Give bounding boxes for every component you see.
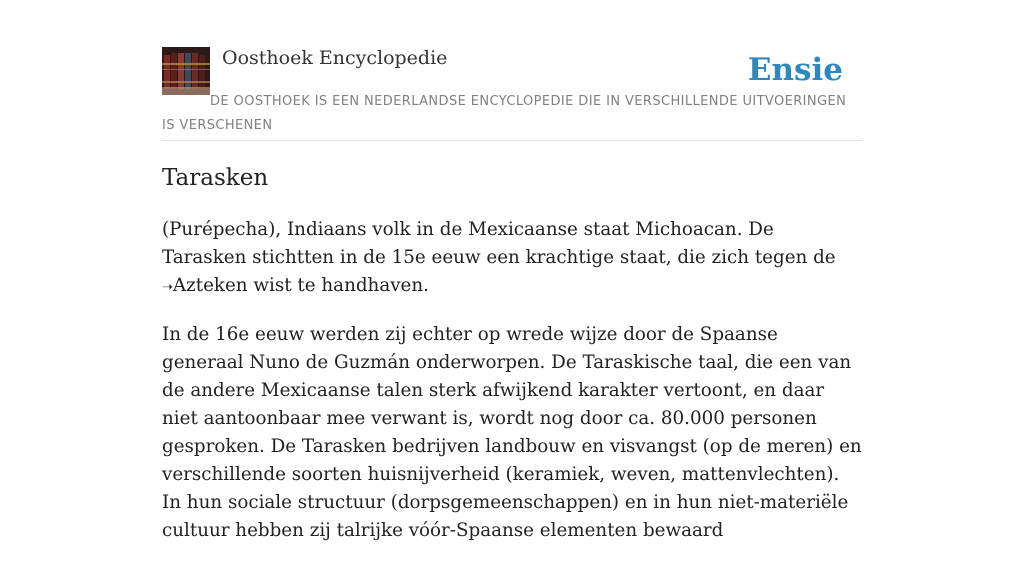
page-container	[162, 0, 862, 541]
article-paragraph: In de 16e eeuw werden zij echter op wrede wijze door de Spaanse generaal Nuno de Guzmán onderworpen. De Taraskische taal, die een van de andere Mexicaanse talen sterk afwijkend karakter vertoont, en daar niet aantoonbaar mee verwant is, wordt nog door ca. 80.000 personen gesproken. De Tarasken bedrijven landbouw en visvangst (op de meren) en verschillende soorten huisnijverheid (keramiek, weven, mattenvlechten). In hun sociale structuur (dorpsgemeenschappen) en in hun niet-materiële cultuur hebben zij talrijke vóór-Spaanse elementen bewaard	[162, 324, 862, 541]
article-title: Tarasken	[162, 165, 269, 191]
brand-logo[interactable]: Ensie	[747, 52, 843, 88]
paragraph-text: (Purépecha), Indiaans volk in de Mexicaanse staat Michoacan. De Tarasken stichtten in de 15e eeuw een krachtige staat, die zich tegen de	[162, 219, 836, 268]
article-body	[162, 216, 862, 564]
azteken-link[interactable]: Azteken	[172, 275, 248, 296]
source-tagline: DE OOSTHOEK IS EEN NEDERLANDSE ENCYCLOPEDIE DIE IN VERSCHILLENDE UITVOERINGEN IS VERSCHENEN	[162, 94, 847, 133]
paragraph-text: wist te handhaven.	[247, 275, 429, 296]
link-arrow-icon: ➝	[162, 280, 173, 295]
books-illustration	[162, 47, 210, 95]
encyclopedia-books-icon[interactable]	[162, 47, 210, 95]
source-title[interactable]: Oosthoek Encyclopedie	[222, 47, 448, 69]
source-header	[162, 0, 862, 141]
article-paragraph	[162, 216, 862, 302]
